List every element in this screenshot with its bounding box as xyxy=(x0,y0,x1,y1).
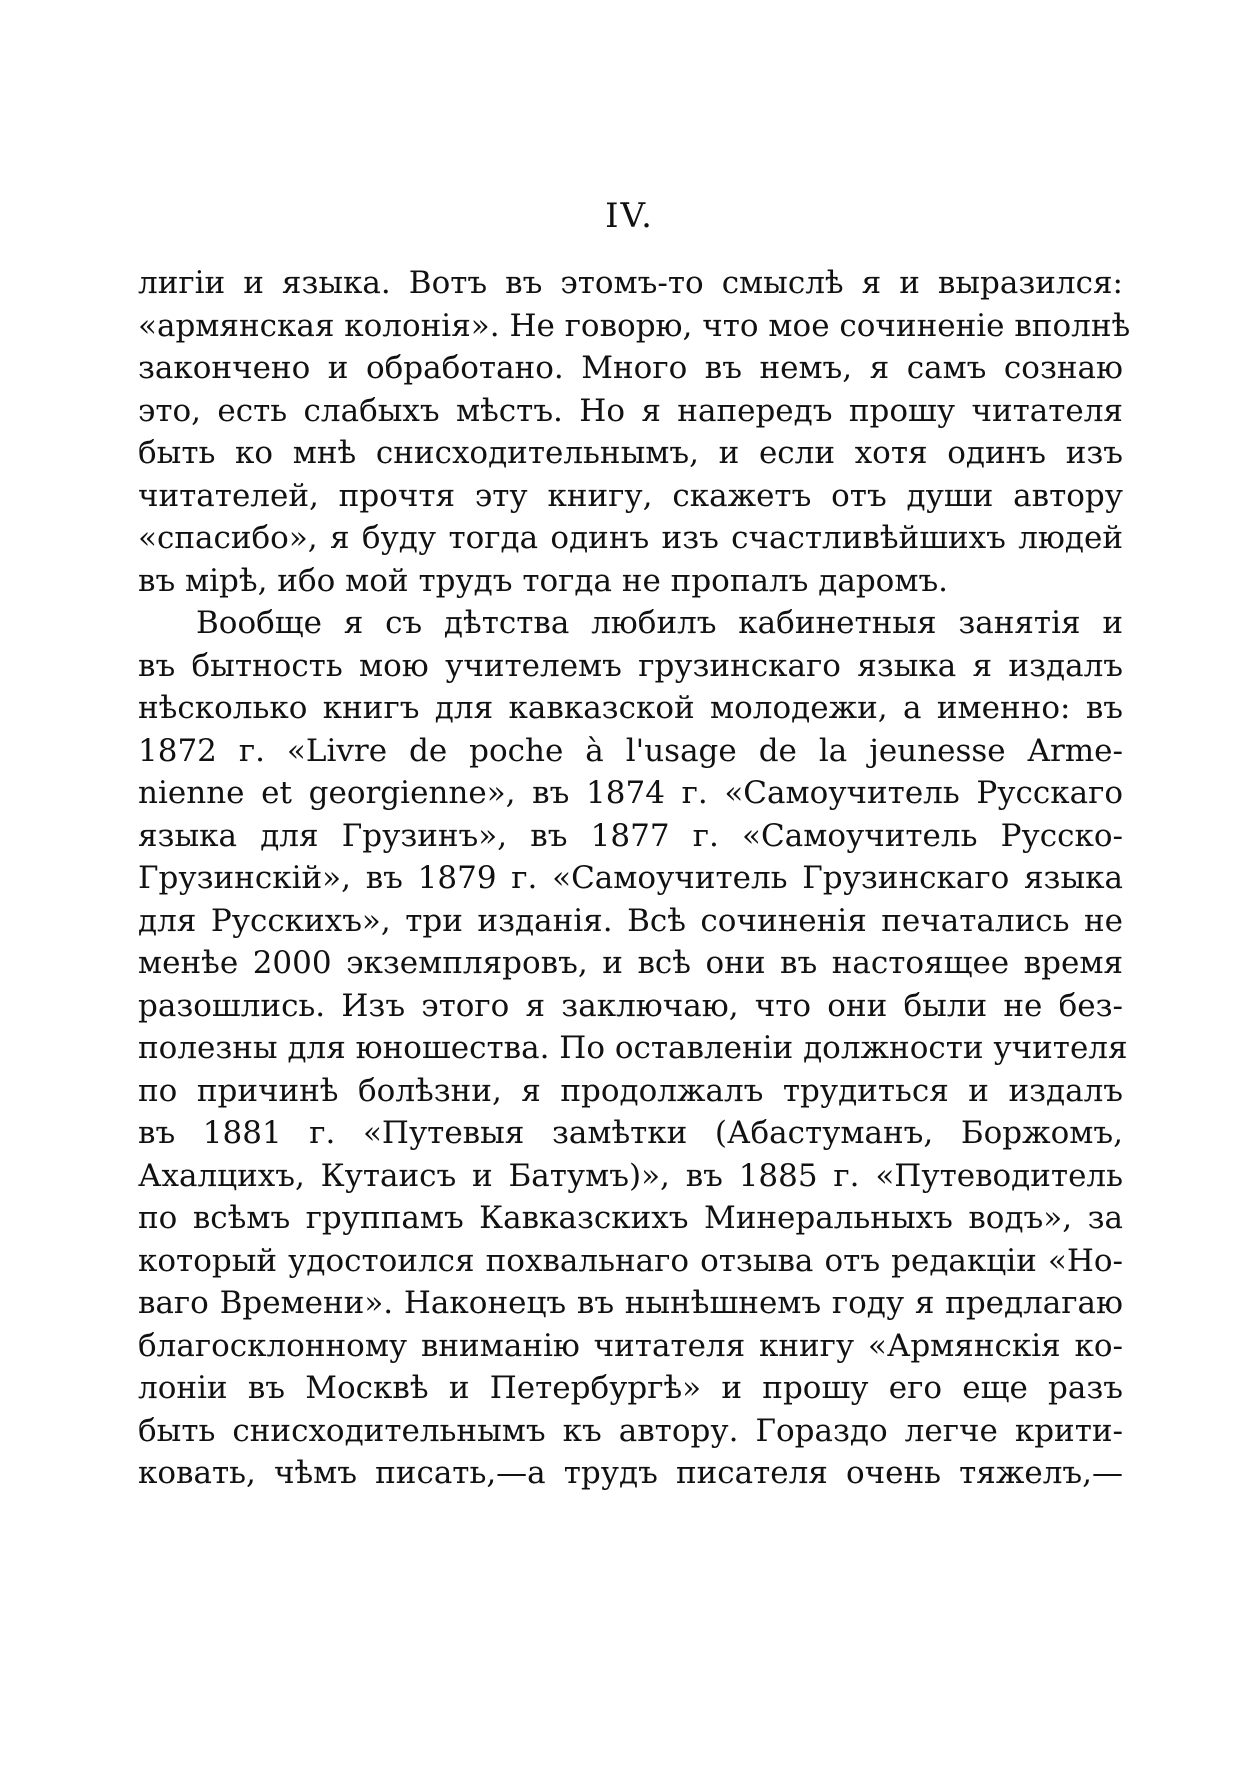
text-line: nienne et georgienne», въ 1874 г. «Самоучитель Русскаго xyxy=(138,775,1123,811)
text-line: разошлись. Изъ этого я заключаю, что они были не без- xyxy=(138,987,1123,1024)
text-line: 1872 г. «Livre de poche à l'usage de la jeunesse Arme- xyxy=(138,732,1123,769)
text-line: «спасибо», я буду тогда одинъ изъ счастливѣйшихъ людей xyxy=(138,520,1123,556)
page-number: IV. xyxy=(605,196,654,236)
paragraph-1 xyxy=(138,262,1131,602)
text-line: въ бытность мою учителемъ грузинскаго языка я издалъ xyxy=(138,647,1123,684)
text-line: «армянская колонія». Не говорю, что мое сочиненіе вполнѣ xyxy=(138,307,1131,344)
text-line: Ахалцихъ, Кутаисъ и Батумъ)», въ 1885 г. «Путеводитель xyxy=(138,1157,1123,1194)
text-line: для Русскихъ», три изданія. Всѣ сочиненія печатались не xyxy=(138,902,1123,939)
text-line: нѣсколько книгъ для кавказской молодежи, а именно: въ xyxy=(138,690,1123,726)
text-line: быть ко мнѣ снисходительнымъ, и если хотя одинъ изъ xyxy=(138,435,1123,471)
text-line: ваго Времени». Наконецъ въ нынѣшнемъ году я предлагаю xyxy=(138,1285,1123,1321)
text-line: быть снисходительнымъ къ автору. Гораздо легче крити- xyxy=(138,1412,1123,1449)
body-text xyxy=(138,262,1131,1495)
text-line: лоніи въ Москвѣ и Петербургѣ» и прошу его еще разъ xyxy=(138,1370,1123,1406)
text-line: Вообще я съ дѣтства любилъ кабинетныя занятія и xyxy=(196,605,1123,641)
text-line: по причинѣ болѣзни, я продолжалъ трудиться и издалъ xyxy=(138,1072,1123,1109)
text-line: языка для Грузинъ», въ 1877 г. «Самоучитель Русско- xyxy=(138,817,1123,854)
paragraph-2 xyxy=(138,602,1128,1495)
text-line: въ мірѣ, ибо мой трудъ тогда не пропалъ даромъ. xyxy=(138,562,949,599)
text-line: полезны для юношества. По оставленіи должности учителя xyxy=(138,1030,1128,1066)
text-line: менѣе 2000 экземпляровъ, и всѣ они въ настоящее время xyxy=(138,945,1123,981)
text-line: благосклонному вниманію читателя книгу «Армянскія ко- xyxy=(138,1327,1123,1364)
text-line: который удостоился похвальнаго отзыва отъ редакціи «Но- xyxy=(138,1242,1123,1279)
text-line: это, есть слабыхъ мѣстъ. Но я напередъ прошу читателя xyxy=(138,392,1123,429)
text-line: читателей, прочтя эту книгу, скажетъ отъ души автору xyxy=(138,477,1123,514)
text-line: по всѣмъ группамъ Кавказскихъ Минеральныхъ водъ», за xyxy=(138,1200,1123,1236)
text-line: закончено и обработано. Много въ немъ, я самъ сознаю xyxy=(138,350,1123,386)
text-line: Грузинскій», въ 1879 г. «Самоучитель Грузинскаго языка xyxy=(138,860,1123,896)
text-line: ковать, чѣмъ писать,—а трудъ писателя очень тяжелъ,— xyxy=(138,1455,1123,1491)
text-line: лигіи и языка. Вотъ въ этомъ-то смыслѣ я и выразился: xyxy=(138,265,1123,301)
text-line: въ 1881 г. «Путевыя замѣтки (Абастуманъ, Боржомъ, xyxy=(138,1115,1123,1151)
